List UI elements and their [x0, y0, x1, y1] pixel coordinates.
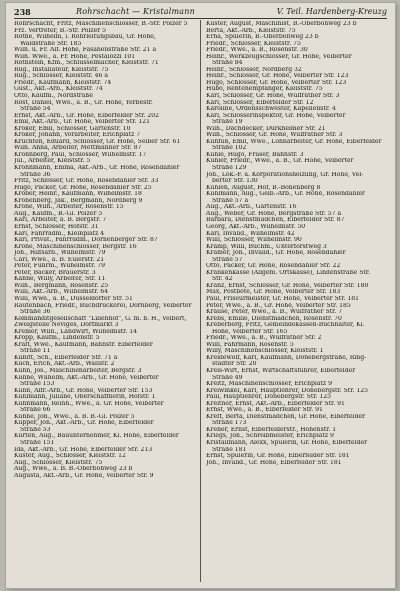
- directory-entry: Willi, Fahrmann, Rosenstr. 5: [206, 341, 294, 348]
- directory-entry: Kreitz, Maschinenschlosser, Erichplatz 9: [206, 381, 332, 388]
- directory-entry: Augusta, Akt.-Arb., Gr. Höhe, Velberter Str. 9: [14, 472, 154, 479]
- directory-entry: Friedr., Wwe., a. B., Wülfrather Str. 2: [206, 335, 322, 342]
- directory-entry: Karl, Arbeiter, a. B. Bergstr. 7: [14, 217, 107, 224]
- directory-entry: Otto, Kaufm., Nordstraße: [14, 93, 94, 100]
- directory-entry: Aug., Weber, Gr. Höhe, Bergstraße Str. 57 a: [206, 210, 342, 217]
- directory-entry: Kühn, Jos., Maschinenarbeiter, Bergstr. 3: [14, 367, 142, 374]
- directory-entry: Hugo, Packer, Gr. Höhe, Rosendahler Str. 25: [14, 184, 152, 191]
- directory-entry: Erna, Spulerin, B.-Oberbohweg 23 b: [206, 34, 319, 41]
- directory-entry: Straße 173: [212, 420, 247, 427]
- page-title: Rohrschacht — Kristalmann: [76, 7, 195, 16]
- directory-entry: Heinr., Schlosser, Gr. Höhe, Velberter Str. 123: [206, 73, 349, 80]
- directory-entry: Kropp, Kaufm., Lindenstr. 5: [14, 335, 100, 342]
- directory-entry: Krüchten, Eduard, Schlosser, Gr. Höhe, Selber Str. 61: [14, 138, 181, 145]
- directory-entry: Küpper, Joh., Akt.-Arb., Gr. Höhe, Elberfelder: [14, 420, 154, 427]
- directory-entry: Aug., Akt.-Arb., Gartenstr. 16: [206, 204, 297, 211]
- directory-entry: Kuhn, Alfr.-Arb., Gr. Höhe, Velberter Str. 153: [14, 387, 153, 394]
- directory-entry: Kühne, Wilhelm, Akt.-Arb., Gr. Höhe, Velberter: [14, 374, 159, 381]
- directory-entry: Höhe, Velberter Str. 165: [212, 328, 288, 335]
- directory-entry: Friedr., Wwe., a. B., Rosenstr. 30: [206, 47, 308, 54]
- directory-entry: Jul., Arbeiter, Kleiststr. 5: [14, 158, 91, 165]
- directory-entry: Straße 54: [20, 106, 51, 113]
- directory-entry: Kreberberg, Fritz, Gemeindekassen-Buchhalter, Kl.: [206, 322, 365, 329]
- directory-entry: Rautenbach, Friedr., Buchdruckerei, Dornberg, Velberter: [14, 302, 192, 309]
- directory-entry: Kreidewolf, Karl, Kaufmann, Dönebergstraße, Ring-: [206, 354, 367, 361]
- directory-entry: Küch, Erich, Akt.-Arb., Wallstr. 2: [14, 361, 115, 368]
- directory-entry: Kreft, Berta, Dienstmädchen, Gr. Höhe, Elberfelder: [206, 413, 366, 420]
- directory-entry: Wilh., Dachdecker, Dürkheimer Str. 21: [206, 125, 326, 132]
- directory-entry: Kuhlen, August, Hof, B.-Bonenberg 8: [206, 184, 321, 191]
- directory-entry: Straße 19: [212, 119, 243, 126]
- directory-entry: Aug., Wwe., a. B. B.-Oberbohweg 23 b: [14, 466, 133, 473]
- directory-entry: Karl, Schlosser, Elberfelder Str. 12: [206, 99, 314, 106]
- directory-entry: Kröhnmann, Emma, Akt.-Arb., Gr. Höhe, Rosendahler: [14, 165, 180, 172]
- directory-entry: Kraft, Wwe., Kaufmann, Bahnstr. Elberfelder: [14, 341, 153, 348]
- directory-entry: Kürten, Aug., Bauunternehmer, Kl. Höhe, Elberfelder: [14, 433, 179, 440]
- directory-entry: Straße 66: [20, 407, 51, 414]
- directory-entry: Ida, Akt.-Arb., Gr. Höhe, Elberfelder Str. 213: [14, 446, 153, 453]
- directory-entry: Frz. Vertreter, B.-Str. Polzer 5: [14, 27, 106, 34]
- directory-entry: Rug., Installateur, Kleiststr. 75: [14, 66, 109, 73]
- directory-entry: städter Str. 20: [212, 361, 257, 368]
- directory-entry: Friedr., Kaufmann, Kleiststr. 74: [14, 79, 112, 86]
- directory-entry: Ernst, Spulerin, Gr. Höhe, Elberfelder Str. 181: [206, 453, 350, 460]
- directory-entry: Krankenkasse (Allgem. Ortskasse), Lindenstraße Str.: [206, 269, 371, 276]
- directory-entry: Karl, Invalid., Wilhelmstr. 42: [206, 230, 295, 237]
- directory-entry: Straße 36: [20, 171, 51, 178]
- directory-entry: Joh., Lok.-F. a. Korporationsheizung, Gr. Höhe, Vel-: [206, 171, 364, 178]
- directory-entry: Kramer, Joh., Invalid., Gr. Höhe, Rosendahler: [206, 250, 346, 257]
- directory-entry: Aug., Schlosser, Kleiststr. 75: [14, 459, 103, 466]
- directory-entry: Kreher, Ernst, Elberfelderstr., Höhenstr. 1: [206, 426, 337, 433]
- directory-entry: Krause, Peter, Wwe., a. B., Wülfrather Str. 7: [206, 309, 343, 316]
- directory-entry: Straße 102: [212, 145, 247, 152]
- directory-entry: Kroker, Johann, Vorarbeiter, Erichplatz 7: [14, 132, 141, 139]
- directory-entry: Straße 153: [20, 381, 55, 388]
- directory-entry: Straße 53: [20, 426, 51, 433]
- directory-entry: Aug., Kaufm., B.-Gl. Polzer 5: [14, 210, 103, 217]
- directory-entry: Rothe, Wilhelm, i. Rohrleitungsbau, Gr. Höhe,: [14, 34, 156, 41]
- directory-entry: Kühler, Friedr., Wwe., a. B., Gr. Höhe, Velberter: [206, 158, 354, 165]
- directory-entry: Kramp, Willi, Buchm., Unterforstweg 3: [206, 243, 327, 250]
- directory-entry: Straße 181: [212, 446, 247, 453]
- directory-entry: Karoline, Ordensschwester, Kapellenstr. 4: [206, 106, 336, 113]
- directory-entry: Barbara, Dienstmädchen, Elberfelder Str. 87: [206, 217, 345, 224]
- directory-entry: Kreiwinkel, Karl, Hauptlehrer, Dönebergstr. Str. 125: [206, 387, 368, 394]
- directory-entry: Kreis-Wirt, Ernst, Wirtschaftsführer, Elberfelder: [206, 367, 356, 374]
- directory-entry: Willi, Akt.-Arb., Wilhelmstr. 64: [14, 289, 109, 296]
- directory-entry: Kremer, Wilh., Landwirt, Wilhelmstr. 14: [14, 328, 138, 335]
- directory-entry: Wilh. u. Fr. Alf. Höhe, Fasanenstraße Str. 21 a: [14, 47, 157, 54]
- directory-entry: Karl, Schlosser, Gr. Höhe, Wülfrather Str. 3: [206, 93, 340, 100]
- directory-entry: Krohnberg, Paul, Schlosser, Wilhelmstr. 17: [14, 151, 147, 158]
- directory-entry: Kuhnmann, Reinh., Wwe., a. Gr. Höhe, Velberter: [14, 400, 164, 407]
- directory-entry: Kubitt, Sch., Elberfelder Str. 71 a: [14, 354, 118, 361]
- directory-entry: Peter, Wwe., a. B., Gr. Höhe, Velberter Str. 185: [206, 302, 351, 309]
- directory-entry: Otto, Packer, Gr. Höhe, Rosendahler Str. 22: [206, 263, 341, 270]
- directory-entry: Kuhlmann, Aug., Gelb.-Arb., Gr. Höhe, Rosendahler: [206, 191, 365, 198]
- directory-entry: Zweigstelle Neviges, Dorfmarkt 3: [14, 322, 119, 329]
- directory-entry: Paul, Hauptlehrer, Dönebergstr. Str. 125: [206, 394, 332, 401]
- directory-entry: Rohrschacht, Fritz, Maschinenschlosser, B.-Str. Polzer 5: [14, 21, 188, 27]
- page-number: 238: [14, 7, 31, 17]
- directory-entry: Rost, Daniel, Wwe., a. B., Gr. Höhe, Yerbestr.: [14, 99, 153, 106]
- directory-entry: Kroker, Emil, Schlosser, Gartenstr. 10: [14, 125, 131, 132]
- directory-entry: Ernst, Wwe., a. B., Elberfelder Str. 91: [206, 407, 323, 414]
- directory-entry: Wilh. Anna, Arbeiter, Mettmanner Str. 87: [14, 145, 142, 152]
- directory-entry: Kristallmann, Alexx, Spulerin, Gr. Höhe, Elberfelder: [206, 440, 367, 446]
- directory-entry: Kähne, Willy, Arbeiter, Str. 11: [14, 276, 106, 283]
- directory-entry: Joh., Hilfsarb., Wilhelmstr. 79: [14, 250, 106, 257]
- directory-entry: Wilh. Wwe., a. Fr. Höhe, Pestalozzi 101: [14, 53, 136, 60]
- directory-entry: Straße 57: [212, 256, 243, 263]
- directory-entry: Paul, Friseurmeister, Gr. Höhe, Velberter Str. 181: [206, 295, 359, 302]
- directory-entry: Kreitner, Ernst, Akt.-Arb., Elberfelder Str. 91: [206, 400, 345, 407]
- directory-entry: Kriegs, Joh., Schreibmeister, Erichplatz 9: [206, 433, 334, 440]
- directory-entry: Emil, Akt.-Arb., Gr. Höhe, Velberter Str. 121: [14, 119, 151, 126]
- directory-entry: Krebs, Emilie, Dienstmädchen, Rosenstr. 70: [206, 315, 342, 322]
- directory-entry: Max, Postbote, Gr. Höhe, Velberter Str. 183: [206, 289, 341, 296]
- directory-entry: Rothstein, Kfm., Schlüsselmacher, Kleiststr. 71: [14, 60, 159, 67]
- header-rule: [14, 18, 387, 19]
- directory-entry: Straße 36: [20, 309, 51, 316]
- directory-entry: Straße 49: [212, 374, 243, 381]
- directory-entry: Kronenberg, Jak., Bergmann, Nordberg 9: [14, 197, 143, 204]
- directory-entry: Georg, Akt.-Arb., Wilhelmstr. 50: [206, 223, 306, 230]
- directory-entry: Peter, Fuhrm., Wilhelmstr. 79: [14, 263, 105, 270]
- directory-entry: Wilh., Schlosser, Gr. Höhe, Wülfrather Str. 3: [206, 132, 343, 139]
- directory-entry: Carl, Wwe., a. B. Eulerstr. 21: [14, 256, 105, 263]
- directory-entry: Krone, Wilh., Arbeiter, Rosenstr. 15: [14, 204, 124, 211]
- directory-entry: Ernst, Schlosser, Hofstr. 31: [14, 223, 99, 230]
- directory-entry: Krone, Maschinenschlosser, Bergstr. 16: [14, 243, 137, 250]
- directory-page: [6, 3, 395, 588]
- directory-entry: Heinr., Werkzeugschlosser, Gr. Höhe, Velberter: [206, 53, 352, 60]
- directory-entry: Karl, Schlosserinspektor, Gr. Höhe, Velberter: [206, 112, 346, 119]
- directory-entry: Wilh., Bergmann, Rosenstr. 25: [14, 282, 109, 289]
- directory-entry: Berta, Akt.-Arb., Kleiststr. 75: [206, 27, 296, 34]
- directory-entry: Willy, Maschinenschlosser, Kleiststr. 1: [206, 348, 324, 355]
- directory-entry: Str. 42: [212, 276, 233, 283]
- directory-entry: Kuhle, Hugo, Fräser, Bahnstr. 3: [206, 151, 304, 158]
- column-divider: [200, 20, 201, 582]
- directory-entry: Karl, Fahrradm., Kleinplatz 4: [14, 230, 105, 237]
- running-head: V. Teil. Hardenberg-Kreuzg: [276, 7, 387, 16]
- directory-entry: Kühne, Joh., Wwe., a. B. B.-Gl. Polzer 5: [14, 413, 135, 420]
- directory-entry: berter Str. 130: [212, 178, 258, 185]
- directory-entry: Straße 84: [212, 60, 243, 67]
- directory-entry: Straße 151: [20, 440, 55, 446]
- directory-entry: Joh., Invalid., Gr. Höhe, Elberfelder Str. 181: [206, 459, 342, 466]
- directory-entry: Ernst, Akt.-Arb., Gr. Höhe, Elberfelder Str. 202: [14, 112, 160, 119]
- directory-entry: Küster, Aug., Schlosser, Kleiststr. 12: [14, 453, 126, 460]
- directory-entry: Friedr., Schlosser, Kleiststr. 75: [206, 40, 301, 47]
- directory-entry: Straße 57 a: [212, 197, 249, 204]
- directory-entry: Karl, Privat., Fahrradm., Dornenberger Str. 87: [14, 237, 158, 244]
- directory-entry: Küster, August, Maschinist, B.-Oberbohweg 23 b: [206, 21, 357, 27]
- directory-entry: Kröber, Heinr., Kaufmann, Wilhelmstr. 18: [14, 191, 142, 198]
- directory-entry: Hugo, Schlosser, Gr. Höhe, Velberter Str. 123: [206, 79, 347, 86]
- directory-entry: Waldstraße Str. 185: [20, 40, 82, 47]
- directory-entry: Willi, Schlosser, Wilhelmstr. 90: [206, 237, 302, 244]
- directory-entry: Straße 129: [212, 165, 247, 172]
- directory-entry: Willi, Wwe., a. B., Düsseldorfer Str. 51: [14, 295, 133, 302]
- directory-entry: Fritz, Schlosser, Gr. Höhe, Rosendahler Str. 33: [14, 178, 159, 185]
- directory-entry: Kranz, Ernst, Schlosser, Gr. Höhe, Velberter Str. 180: [206, 282, 369, 289]
- directory-entry: Heinr., Schlosser, Nordberg 32: [206, 66, 302, 73]
- directory-entry: Kuhlmann, Juliane, Oberschaffnerin, Hofstr. 1: [14, 394, 156, 401]
- directory-entry: Rug., Schlosser, Kleiststr. 46 a: [14, 73, 108, 80]
- left-column: [14, 21, 197, 479]
- directory-entry: Straße 11: [20, 348, 51, 355]
- right-column: [206, 21, 389, 466]
- directory-entry: Peter, Bäcker, Brauerstr. 3: [14, 269, 96, 276]
- directory-entry: Kuhfuß, Emil, Wwe., Lohnarbeiter, Gr. Höhe, Elberfelder: [206, 138, 382, 145]
- directory-entry: Hubo, Rentenempfänger, Kleiststr. 75: [206, 86, 323, 93]
- directory-entry: Gust., Akt.-Arb., Kleiststr. 74: [14, 86, 103, 93]
- directory-entry: Kommanditgesellschaft "Lilienhof", G. m. b. H., Velbert,: [14, 315, 187, 322]
